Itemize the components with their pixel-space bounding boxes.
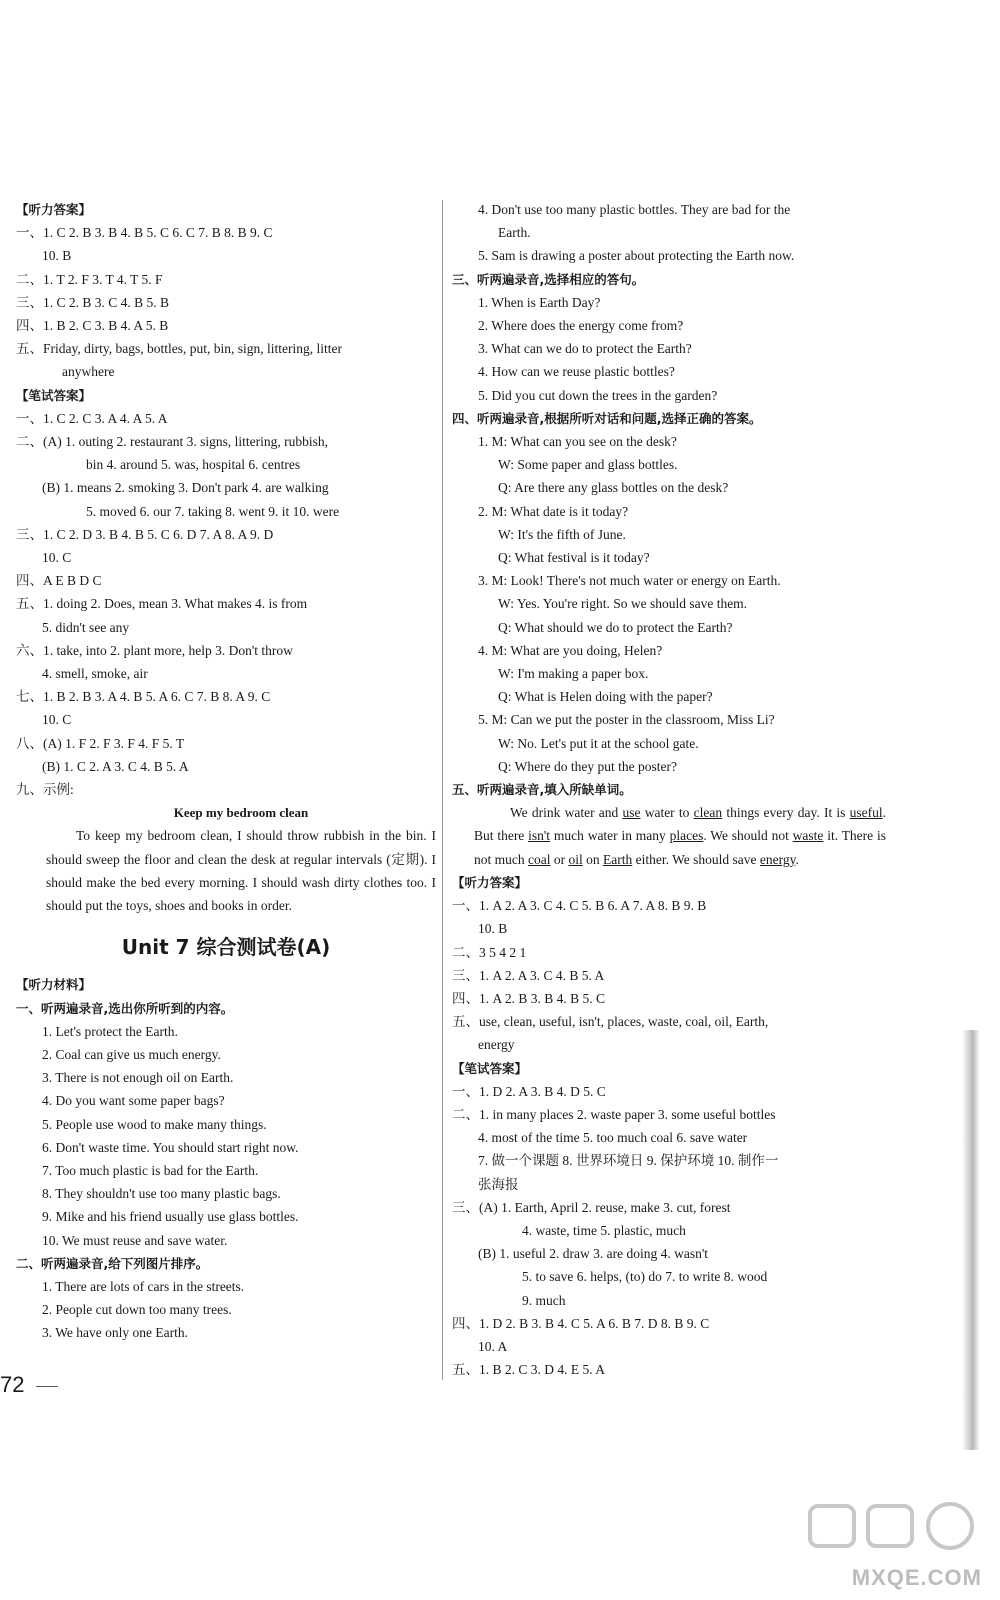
blank-answer: oil: [568, 851, 583, 867]
material-line: 3. We have only one Earth.: [42, 1325, 188, 1341]
dialogue-line: 5. M: Can we put the poster in the classroom, Miss Li?: [478, 712, 775, 728]
answer-line: 七、1. B 2. B 3. A 4. B 5. A 6. C 7. B 8. A 9. C: [16, 689, 271, 705]
material-line: 1. Let's protect the Earth.: [42, 1023, 178, 1039]
question-heading: 二、听两遍录音,给下列图片排序。: [16, 1255, 209, 1271]
section-heading: 【笔试答案】: [16, 387, 92, 403]
column-divider: [442, 200, 443, 1380]
answer-line: 10. B: [42, 248, 72, 264]
answer-line: 五、use, clean, useful, isn't, places, waste, coal, oil, Earth,: [452, 1014, 769, 1030]
answer-line: 四、1. D 2. B 3. B 4. C 5. A 6. B 7. D 8. B 9. C: [452, 1315, 710, 1331]
blank-answer: isn't: [528, 828, 551, 844]
answer-line: 一、1. D 2. A 3. B 4. D 5. C: [452, 1083, 606, 1099]
question-heading: 三、听两遍录音,选择相应的答句。: [452, 271, 645, 287]
watermark-text: MXQE.COM: [851, 1565, 982, 1590]
answer-line: 5. to save 6. helps, (to) do 7. to write 8. wood: [522, 1269, 768, 1285]
material-line: 5. People use wood to make many things.: [42, 1116, 267, 1132]
dialogue-line: Q: What should we do to protect the Earth?: [498, 619, 733, 635]
section-heading: 【听力答案】: [452, 874, 528, 890]
material-line: 3. What can we do to protect the Earth?: [478, 341, 692, 357]
answer-line: 六、1. take, into 2. plant more, help 3. Don't throw: [16, 642, 293, 658]
blank-answer: places: [669, 828, 704, 844]
section-heading: 【听力答案】: [16, 202, 92, 217]
dialogue-line: 2. M: What date is it today?: [478, 503, 629, 519]
dialogue-line: 3. M: Look! There's not much water or energy on Earth.: [478, 573, 781, 589]
blank-answer: Earth: [603, 851, 633, 867]
answer-line: 四、A E B D C: [16, 573, 102, 589]
blank-answer: use: [622, 805, 641, 821]
dialogue-line: 4. M: What are you doing, Helen?: [478, 642, 663, 658]
answer-line: 二、(A) 1. outing 2. restaurant 3. signs, littering, rubbish,: [16, 434, 328, 450]
blank-answer: energy: [759, 851, 796, 867]
essay-text: To keep my bedroom clean, I should throw rubbish in the bin. I should sweep the floor and clean the desk at regular intervals (定期). I should make the bed every morning. I should wash dirty clothes too. I should put the toys, shoes and books in order.: [46, 828, 436, 914]
answer-line: 一、1. C 2. B 3. B 4. B 5. C 6. C 7. B 8. B 9. C: [16, 225, 273, 241]
answer-line: (B) 1. means 2. smoking 3. Don't park 4. are walking: [42, 480, 329, 496]
dialogue-line: W: Some paper and glass bottles.: [498, 457, 678, 473]
dialogue-line: W: No. Let's put it at the school gate.: [498, 735, 699, 751]
answer-line: 10. B: [478, 921, 508, 937]
answer-line: anywhere: [62, 364, 115, 380]
answer-line: 4. waste, time 5. plastic, much: [522, 1222, 686, 1238]
material-line: 5. Sam is drawing a poster about protecting the Earth now.: [478, 248, 795, 264]
material-line: Earth.: [498, 225, 531, 241]
essay-title: Keep my bedroom clean: [173, 805, 309, 821]
material-line: 2. Coal can give us much energy.: [42, 1046, 221, 1062]
material-line: 6. Don't waste time. You should start right now.: [42, 1139, 299, 1155]
left-column: [16, 198, 436, 1345]
answer-line: energy: [478, 1037, 515, 1053]
page-number-rule: [36, 1386, 58, 1387]
dialogue-line: Q: What festival is it today?: [498, 550, 650, 566]
material-line: 8. They shouldn't use too many plastic bags.: [42, 1186, 281, 1202]
answer-line: 9. much: [522, 1292, 566, 1308]
page-number: 72: [0, 1372, 25, 1397]
dialogue-line: Q: Where do they put the poster?: [498, 758, 677, 774]
question-heading: 五、听两遍录音,填入所缺单词。: [452, 782, 632, 798]
fill-in-paragraph: We drink water and use water to clean things every day. It is useful. But there isn't much water in many places. We should not waste it. There is not much coal or oil on Earth either. We should save energy.: [474, 805, 887, 867]
answer-line: 10. C: [42, 550, 72, 566]
answer-line: 一、1. A 2. A 3. C 4. C 5. B 6. A 7. A 8. B 9. B: [452, 898, 707, 914]
answer-line: 4. most of the time 5. too much coal 6. save water: [478, 1130, 748, 1146]
answer-line: 10. C: [42, 712, 72, 728]
answer-line: 五、1. B 2. C 3. D 4. E 5. A: [452, 1362, 606, 1378]
answer-line: 4. smell, smoke, air: [42, 666, 148, 682]
dialogue-line: W: I'm making a paper box.: [498, 666, 649, 682]
material-line: 5. Did you cut down the trees in the garden?: [478, 387, 718, 403]
answer-line: 五、Friday, dirty, bags, bottles, put, bin, sign, littering, litter: [16, 341, 342, 357]
answer-line: 三、1. C 2. D 3. B 4. B 5. C 6. D 7. A 8. A 9. D: [16, 526, 274, 542]
material-line: 1. There are lots of cars in the streets.: [42, 1278, 245, 1294]
section-heading: 【笔试答案】: [452, 1060, 528, 1076]
dialogue-line: Q: Are there any glass bottles on the desk?: [498, 480, 729, 496]
material-line: 10. We must reuse and save water.: [42, 1232, 228, 1248]
answer-line: (B) 1. C 2. A 3. C 4. B 5. A: [42, 758, 189, 774]
material-line: 9. Mike and his friend usually use glass bottles.: [42, 1209, 299, 1225]
right-column: [452, 198, 886, 1381]
blank-answer: waste: [792, 828, 824, 844]
answer-line: 九、示例:: [16, 782, 74, 798]
material-line: 4. How can we reuse plastic bottles?: [478, 364, 675, 380]
blank-answer: coal: [528, 851, 551, 867]
answer-line: 三、(A) 1. Earth, April 2. reuse, make 3. cut, forest: [452, 1199, 731, 1215]
answer-line: (B) 1. useful 2. draw 3. are doing 4. wasn't: [478, 1246, 709, 1262]
blank-answer: useful: [849, 805, 883, 821]
material-line: 1. When is Earth Day?: [478, 294, 601, 310]
material-line: 2. Where does the energy come from?: [478, 318, 684, 334]
material-line: 2. People cut down too many trees.: [42, 1302, 232, 1318]
answer-line: 八、(A) 1. F 2. F 3. F 4. F 5. T: [16, 735, 185, 751]
answer-line: 二、1. T 2. F 3. T 4. T 5. F: [16, 271, 163, 287]
answer-line: 10. A: [478, 1338, 508, 1354]
dialogue-line: 1. M: What can you see on the desk?: [478, 434, 677, 450]
answer-line: 四、1. B 2. C 3. B 4. A 5. B: [16, 318, 169, 334]
section-heading: 【听力材料】: [16, 977, 92, 993]
material-line: 3. There is not enough oil on Earth.: [42, 1070, 234, 1086]
answer-line: 三、1. A 2. A 3. C 4. B 5. A: [452, 967, 605, 983]
answer-line: bin 4. around 5. was, hospital 6. centres: [86, 457, 301, 473]
dialogue-line: W: Yes. You're right. So we should save them.: [498, 596, 748, 612]
answer-line: 二、3 5 4 2 1: [452, 944, 527, 960]
answer-line: 张海报: [478, 1176, 519, 1192]
unit-title: Unit 7 综合测试卷(A): [121, 935, 331, 960]
answer-line: 四、1. A 2. B 3. B 4. B 5. C: [452, 990, 606, 1006]
question-heading: 一、听两遍录音,选出你所听到的内容。: [16, 1000, 234, 1016]
dialogue-line: Q: What is Helen doing with the paper?: [498, 689, 713, 705]
question-heading: 四、听两遍录音,根据所听对话和问题,选择正确的答案。: [452, 410, 762, 426]
answer-line: 三、1. C 2. B 3. C 4. B 5. B: [16, 294, 170, 310]
answer-line: 5. didn't see any: [42, 619, 130, 635]
answer-line: 五、1. doing 2. Does, mean 3. What makes 4. is from: [16, 596, 308, 612]
answer-line: 7. 做一个课题 8. 世界环境日 9. 保护环境 10. 制作一: [478, 1153, 779, 1169]
answer-line: 一、1. C 2. C 3. A 4. A 5. A: [16, 410, 168, 426]
material-line: 4. Don't use too many plastic bottles. They are bad for the: [478, 202, 791, 217]
page-edge-shadow: [962, 1030, 980, 1450]
answer-line: 二、1. in many places 2. waste paper 3. some useful bottles: [452, 1106, 776, 1122]
material-line: 7. Too much plastic is bad for the Earth.: [42, 1162, 259, 1178]
answer-line: 5. moved 6. our 7. taking 8. went 9. it 10. were: [86, 503, 340, 519]
material-line: 4. Do you want some paper bags?: [42, 1093, 225, 1109]
blank-answer: clean: [693, 805, 723, 821]
dialogue-line: W: It's the fifth of June.: [498, 526, 626, 542]
